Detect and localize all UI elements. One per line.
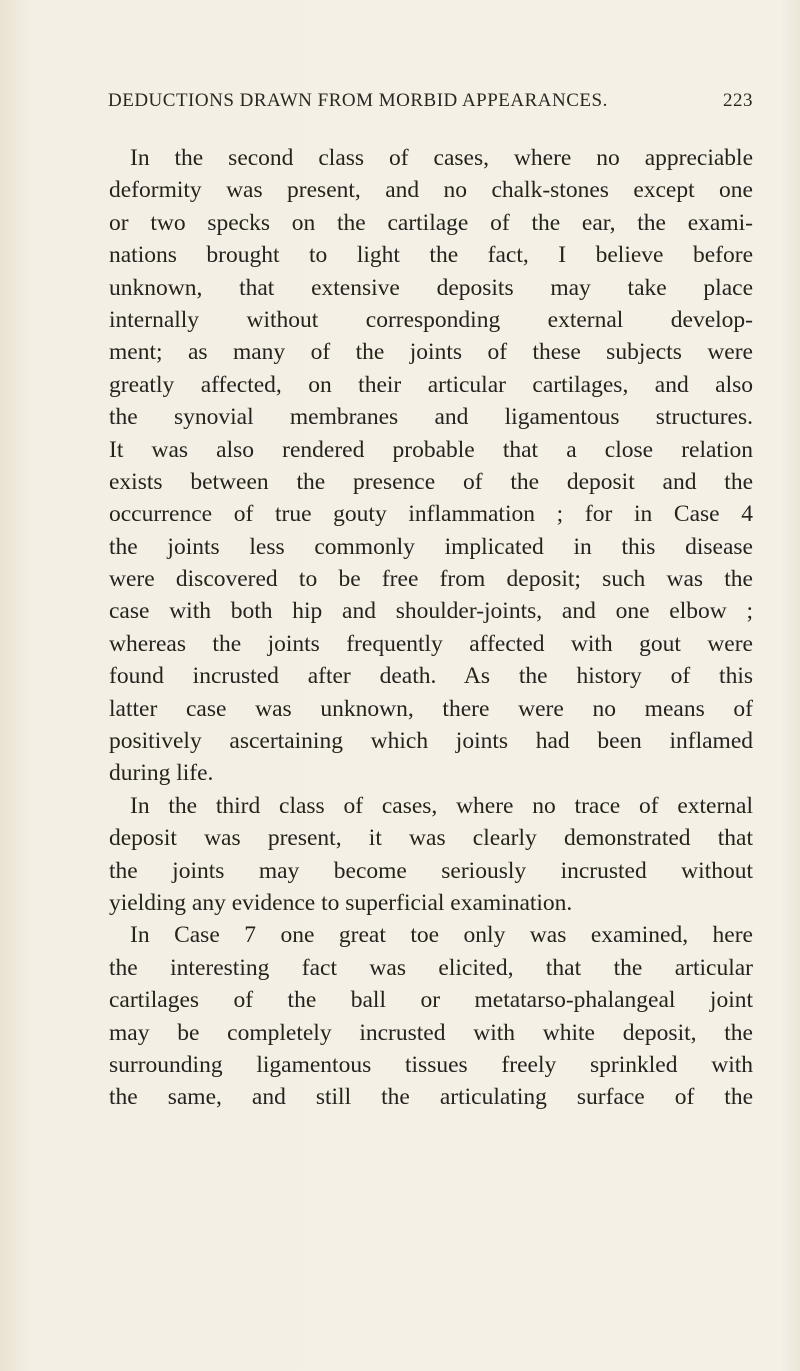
text-line: case with both hip and shoulder-joints, and one elbow ; — [109, 598, 753, 625]
running-head — [108, 90, 753, 112]
text-line: or two specks on the cartilage of the ear, the exami- — [109, 209, 753, 236]
text-line: surrounding ligamentous tissues freely sprinkled with — [109, 1051, 753, 1078]
text-line: occurrence of true gouty inflammation ; for in Case 4 — [109, 501, 753, 528]
text-line: greatly affected, on their articular cartilages, and also — [109, 371, 753, 398]
text-line: whereas the joints frequently affected with gout were — [109, 630, 753, 657]
text-line: In the second class of cases, where no appreciable — [130, 145, 753, 171]
text-line: were discovered to be free from deposit; such was the — [109, 566, 753, 593]
text-line: the interesting fact was elicited, that the articular — [109, 954, 753, 981]
text-line: found incrusted after death. As the history of this — [109, 663, 753, 690]
text-line: the synovial membranes and ligamentous structures. — [109, 404, 753, 431]
text-line: may be completely incrusted with white deposit, the — [109, 1019, 753, 1046]
text-line: during life. — [109, 760, 214, 787]
text-line: latter case was unknown, there were no means of — [109, 695, 753, 722]
text-line: deformity was present, and no chalk-stones except one — [109, 177, 753, 204]
running-title: DEDUCTIONS DRAWN FROM MORBID APPEARANCES. — [108, 90, 608, 111]
page-number: 223 — [723, 90, 753, 111]
text-line: the same, and still the articulating surface of the — [109, 1084, 753, 1111]
text-line: unknown, that extensive deposits may take place — [109, 274, 753, 301]
text-line: positively ascertaining which joints had been inflamed — [109, 728, 753, 755]
text-line: exists between the presence of the deposit and the — [109, 468, 753, 495]
text-line: yielding any evidence to superficial examination. — [109, 889, 573, 916]
text-line: In Case 7 one great toe only was examined, here — [130, 922, 753, 949]
text-line: the joints may become seriously incrusted without — [109, 857, 753, 884]
text-line: deposit was present, it was clearly demonstrated that — [109, 825, 753, 852]
text-line: nations brought to light the fact, I believe before — [109, 242, 753, 269]
body-text — [109, 142, 753, 1114]
text-line: In the third class of cases, where no trace of external — [130, 792, 753, 819]
text-line: ment; as many of the joints of these subjects were — [109, 339, 753, 366]
text-line: the joints less commonly implicated in this disease — [109, 533, 753, 560]
text-line: It was also rendered probable that a close relation — [109, 436, 753, 463]
text-line: internally without corresponding external develop- — [109, 306, 753, 333]
text-line: cartilages of the ball or metatarso-phalangeal joint — [109, 987, 753, 1014]
